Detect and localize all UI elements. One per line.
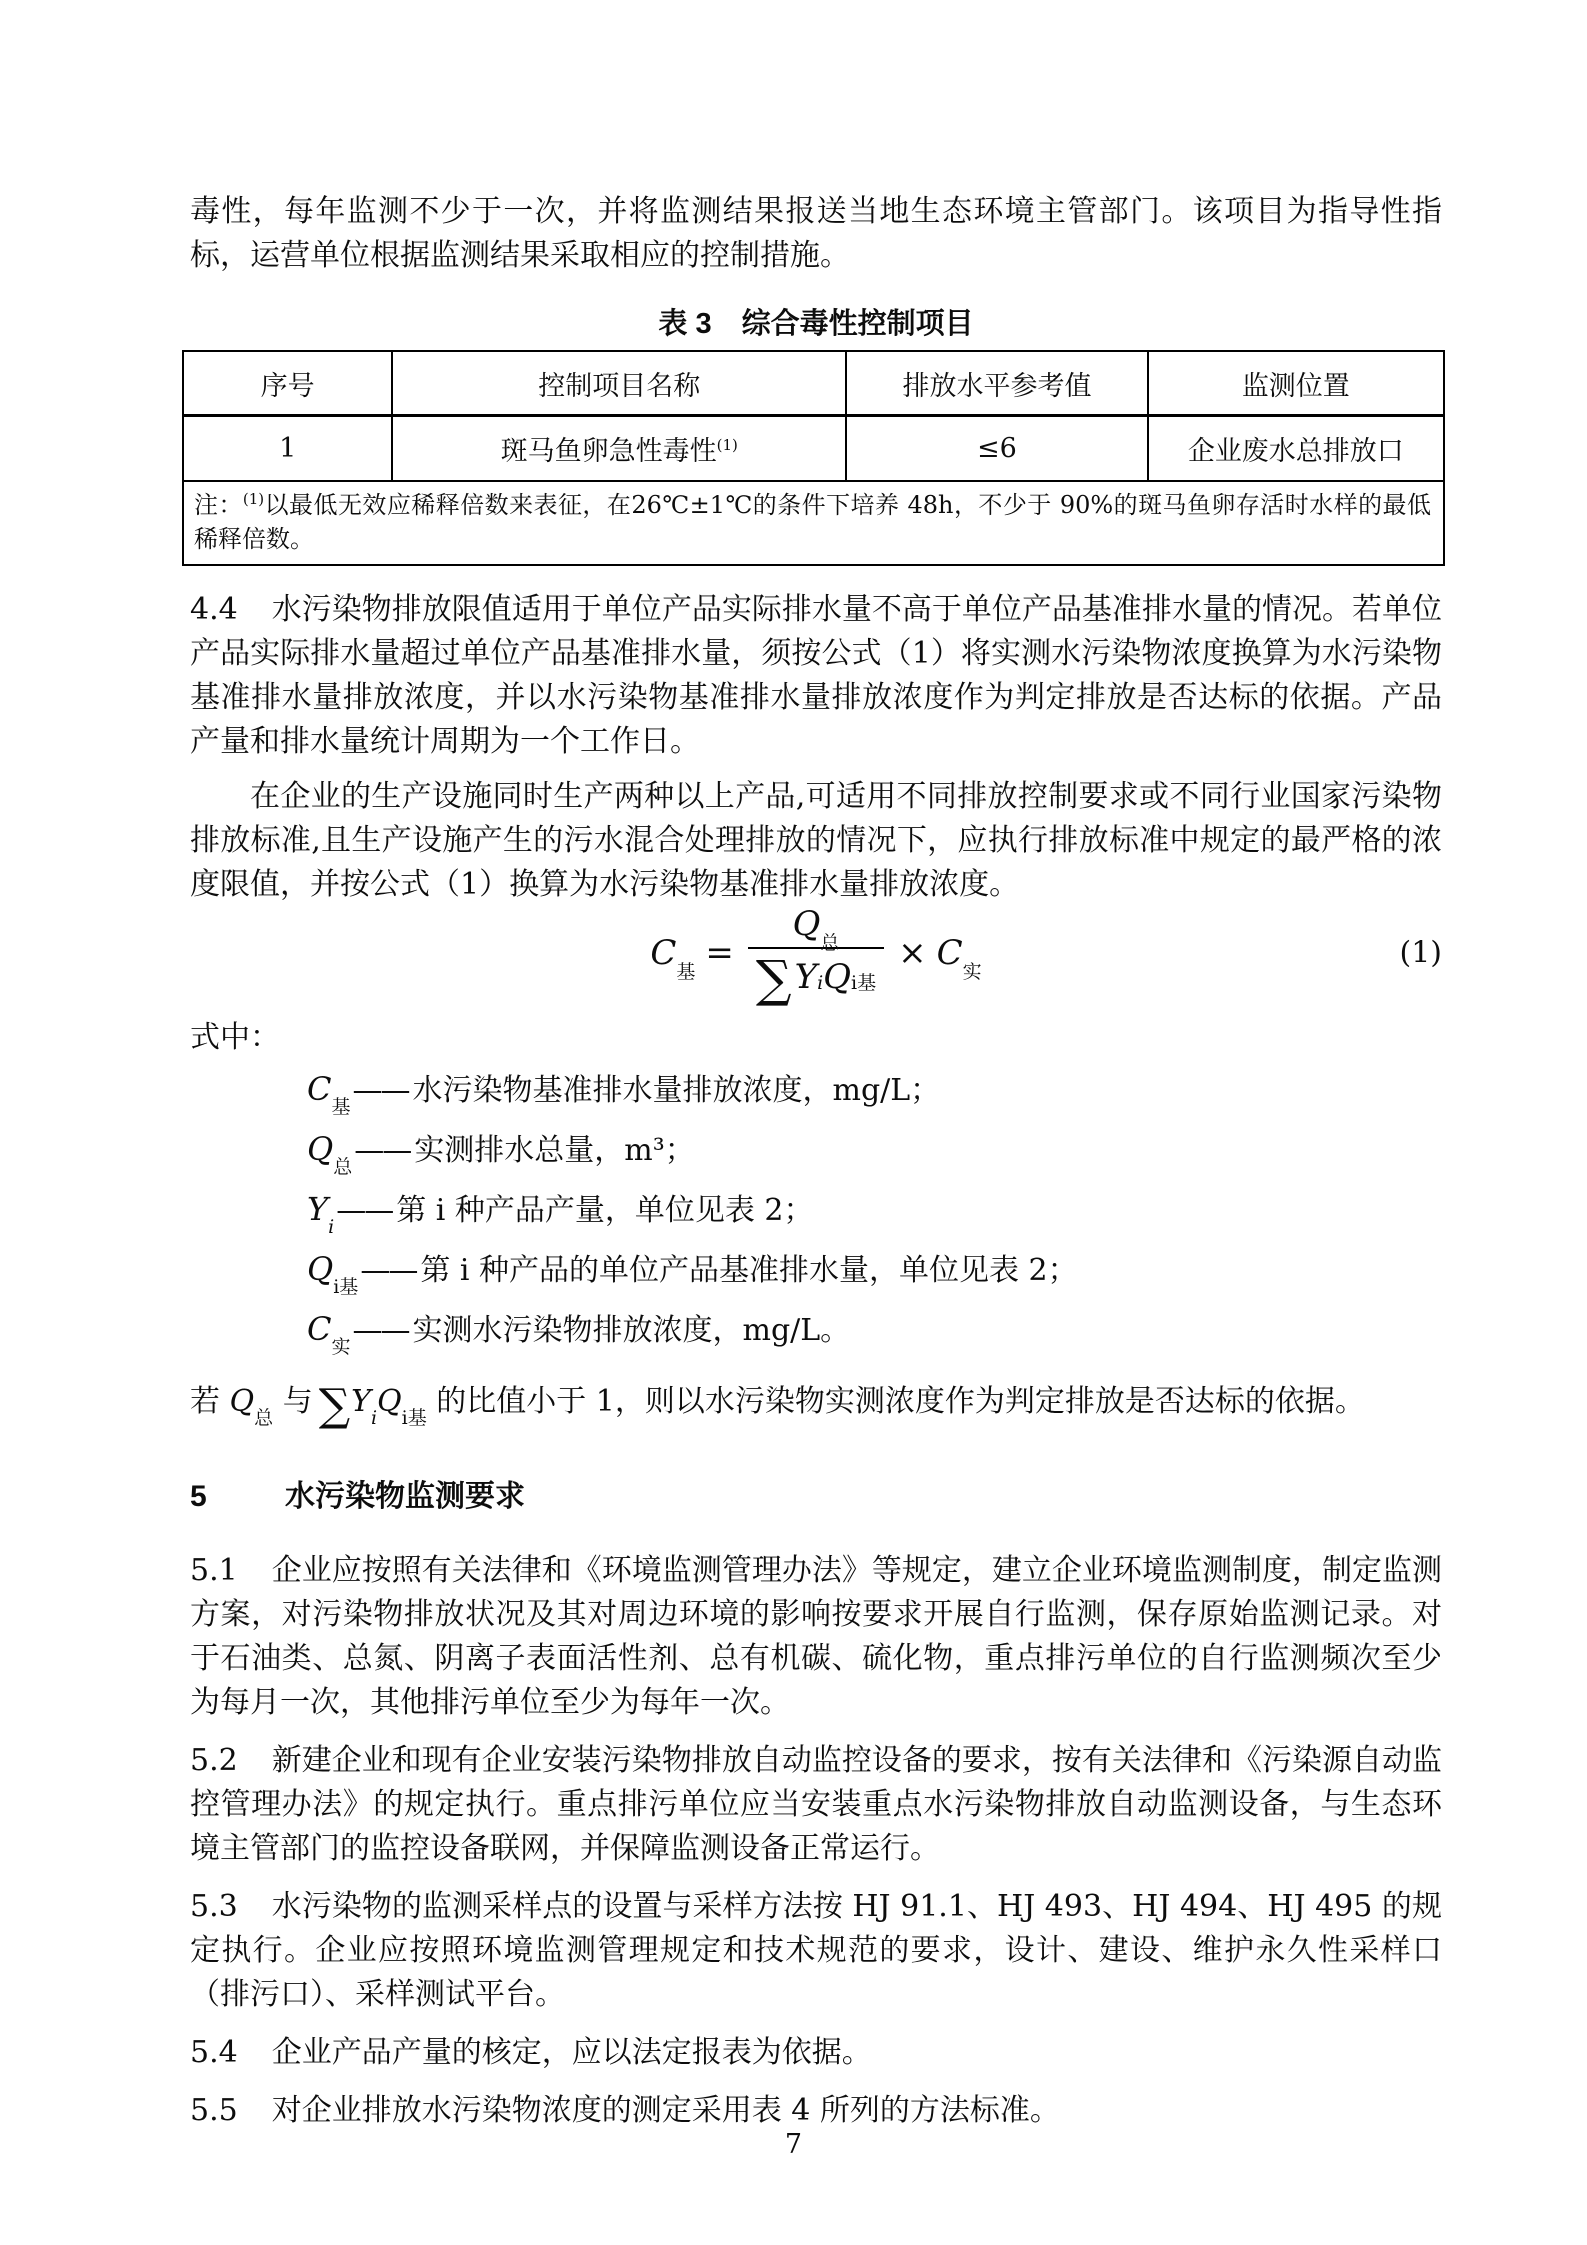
- clause-5-2: 5.2 新建企业和现有企业安装污染物排放自动监控设备的要求，按有关法律和《污染源自动监控管理办法》的规定执行。重点排污单位应当安装重点水污染物排放自动监测设备，与生态环境主管部门的监控设备联网，并保障监测设备正常运行。: [190, 1743, 1442, 1866]
- cell-location: 企业废水总排放口: [1148, 416, 1444, 482]
- equals-sign: =: [705, 933, 734, 973]
- table3: [182, 350, 1445, 566]
- cell-item: [392, 416, 846, 482]
- variable-description: 第 i 种产品产量，单位见表 2；: [396, 1193, 814, 1228]
- formula-1: [190, 904, 1442, 1008]
- variable-definition: $C_实——$ 实测水污染物排放浓度，mg/L。: [307, 1310, 851, 1359]
- variable-description: 实测排水总量，m³；: [414, 1133, 695, 1168]
- variable-description: 第 i 种产品的单位产品基准排水量，单位见表 2；: [420, 1253, 1078, 1288]
- cell-no: 1: [183, 416, 392, 482]
- section-5-number: 5: [190, 1480, 207, 1513]
- intro-paragraph: 毒性，每年监测不少于一次，并将监测结果报送当地生态环境主管部门。该项目为指导性指标，运营单位根据监测结果采取相应的控制措施。: [190, 194, 1442, 273]
- clause-4-4-paragraph-2: 在企业的生产设施同时生产两种以上产品,可适用不同排放控制要求或不同行业国家污染物排放标准,且生产设施产生的污水混合处理排放的情况下，应执行排放标准中规定的最严格的浓度限值，并按公式（1）换算为水污染物基准排水量排放浓度。: [190, 779, 1442, 902]
- variable-definition: $Q_总——$ 实测排水总量，m³；: [307, 1130, 695, 1179]
- table3-header-no: 序号: [183, 351, 392, 416]
- table3-header-ref: 排放水平参考值: [846, 351, 1147, 416]
- fraction-denominator: ∑ Y $_i$ Q $_{i基}$: [748, 947, 884, 1002]
- table3-title: [190, 302, 1442, 346]
- clause-5-5: 5.5 对企业排放水污染物浓度的测定采用表 4 所列的方法标准。: [190, 2093, 1060, 2128]
- clause-5-3: 5.3 水污染物的监测采样点的设置与采样方法按 HJ 91.1、HJ 493、HJ 494、HJ 495 的规定执行。企业应按照环境监测管理规定和技术规范的要求，设计、建设、维护永久性采样口（排污口）、采样测试平台。: [190, 1889, 1442, 2012]
- table-note-row: [183, 481, 1444, 565]
- sigma-symbol: ∑: [755, 950, 792, 1008]
- clause-4-4-number: 4.4: [190, 592, 238, 627]
- formula-number-label: (1): [1399, 935, 1442, 971]
- formula-expression: [650, 904, 982, 1008]
- formula-rhs: $C_实$: [936, 933, 982, 983]
- fraction: [748, 904, 884, 1008]
- table3-header-item: 控制项目名称: [392, 351, 846, 416]
- clause-5-1: 5.1 企业应按照有关法律和《环境监测管理办法》等规定，建立企业环境监测制度，制定监测方案，对污染物排放状况及其对周边环境的影响按要求开展自行监测，保存原始监测记录。对于石油类、总氮、阴离子表面活性剂、总有机碳、硫化物，重点排污单位的自行监测频次至少为每月一次，其他排污单位至少为每年一次。: [190, 1553, 1442, 1720]
- note-footnote-marker: (1): [242, 490, 265, 508]
- table3-header-location: 监测位置: [1148, 351, 1444, 416]
- table-row: [183, 416, 1444, 482]
- cell-item-text: 斑马鱼卵急性毒性: [500, 436, 717, 467]
- table3-title-text: 综合毒性控制项目: [741, 308, 974, 340]
- sigma-symbol: ∑: [318, 1380, 351, 1431]
- variable-definition: $Y_i——$ 第 i 种产品产量，单位见表 2；: [307, 1190, 814, 1239]
- variable-description: 实测水污染物排放浓度，mg/L。: [412, 1313, 851, 1348]
- variable-definition: $C_基——$ 水污染物基准排水量排放浓度，mg/L；: [307, 1070, 941, 1119]
- fraction-numerator: $Q_总$: [792, 904, 840, 954]
- variable-description: 水污染物基准排水量排放浓度，mg/L；: [412, 1073, 941, 1108]
- note-text: 以最低无效应稀释倍数来表征，在26℃±1℃的条件下培养 48h，不少于 90%的斑马鱼卵存活时水样的最低稀释倍数。: [194, 491, 1431, 553]
- variable-definition: $Q_{i基}——$ 第 i 种产品的单位产品基准排水量，单位见表 2；: [307, 1250, 1078, 1299]
- note-prefix: 注：: [194, 491, 243, 519]
- formula-lhs: $C_基$: [650, 933, 696, 983]
- table3-title-label: 表 3: [658, 308, 712, 340]
- section-5-heading: [190, 1475, 1442, 1519]
- table3-header-row: [183, 351, 1444, 416]
- times-sign: ×: [898, 933, 927, 973]
- clause-5-4: 5.4 企业产品产量的核定，应以法定报表为依据。: [190, 2035, 872, 2070]
- page-number: 7: [784, 2129, 803, 2160]
- section-5-title: 水污染物监测要求: [285, 1480, 525, 1513]
- clause-4-4: [190, 588, 1442, 764]
- clause-4-4-text: 水污染物排放限值适用于单位产品实际排水量不高于单位产品基准排水量的情况。若单位产品实际排水量超过单位产品基准排水量，须按公式（1）将实测水污染物浓度换算为水污染物基准排水量排放浓度，并以水污染物基准排水量排放浓度作为判定排放是否达标的依据。产品产量和排水量统计周期为一个工作日。: [190, 592, 1442, 759]
- where-label: 式中：: [190, 1020, 280, 1055]
- table3-note: [183, 481, 1444, 565]
- footnote-marker: (1): [716, 436, 738, 454]
- ratio-rule-line: 若 $Q_总$ 与 $\sum Y_iQ_{i基}$ 的比值小于 1，则以水污染物实测浓度作为判定排放是否达标的依据。: [190, 1380, 1365, 1431]
- cell-ref-value: ≤6: [846, 416, 1147, 482]
